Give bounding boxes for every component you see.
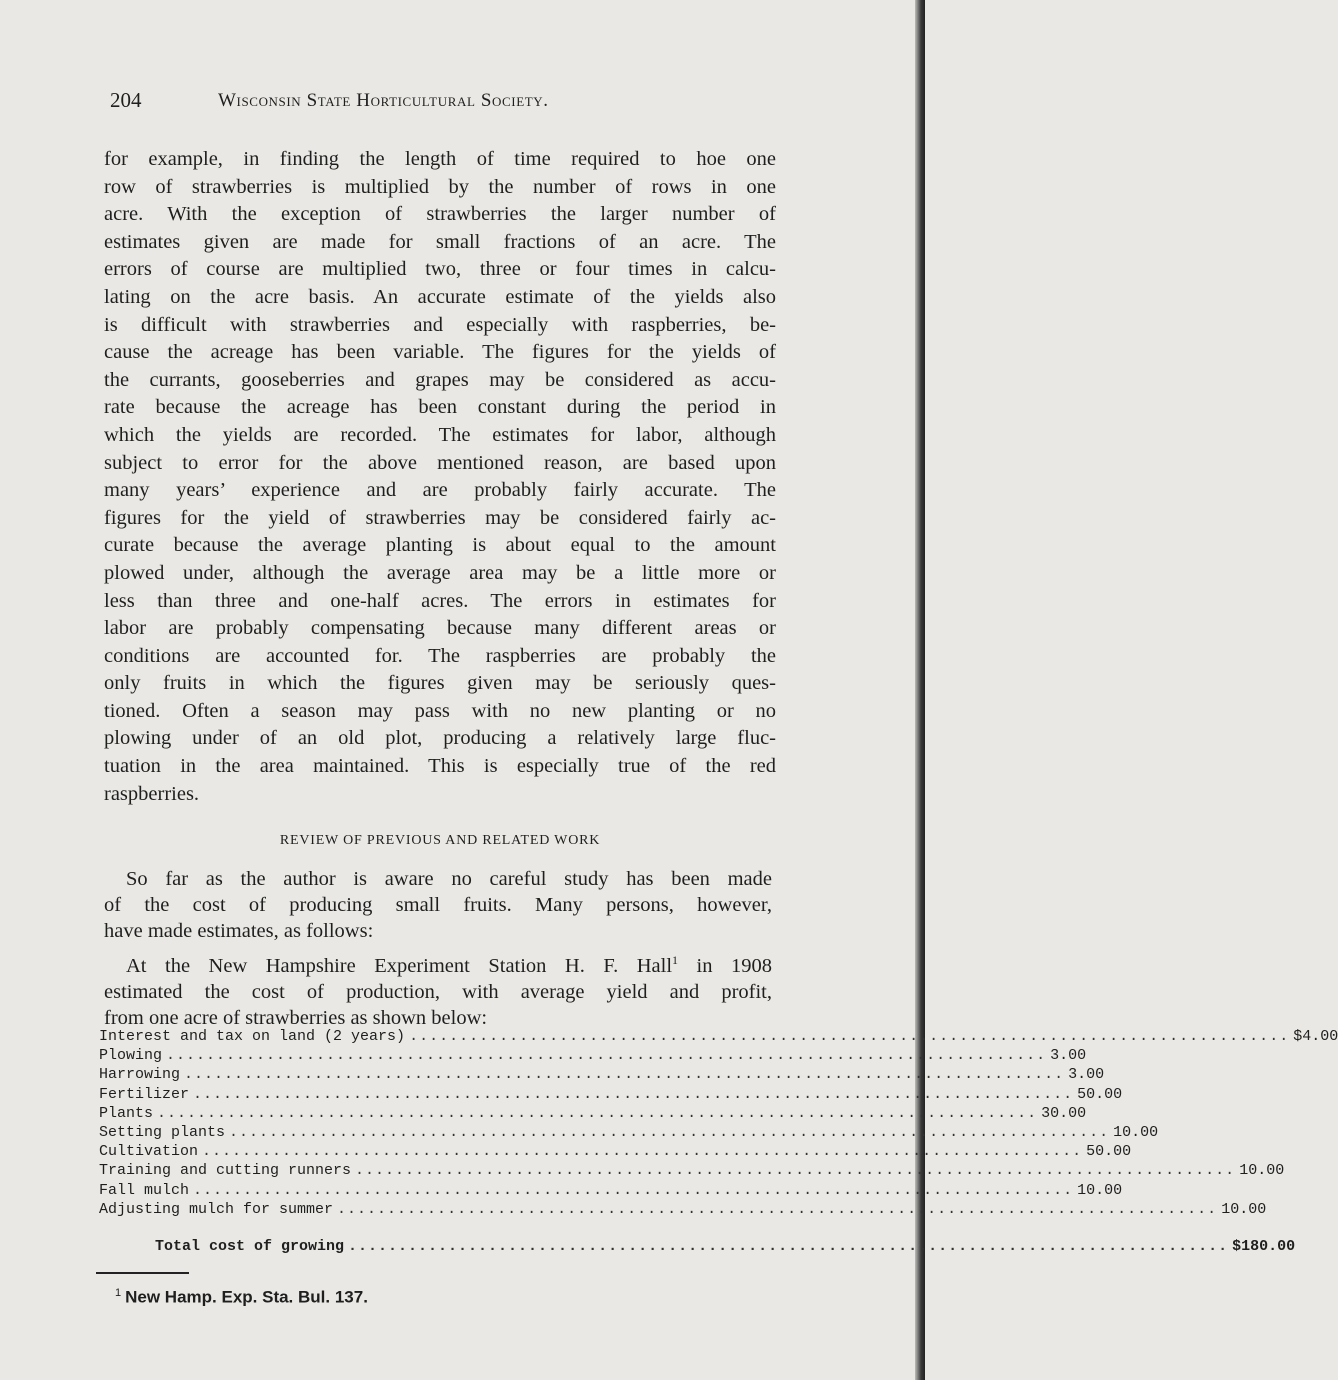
cost-label: Setting plants — [99, 1123, 226, 1141]
cost-value: 10.00 — [1239, 1162, 1285, 1180]
cost-value: 3.00 — [1050, 1047, 1087, 1065]
text-line — [104, 947, 772, 979]
dot-leader: ........................................................................................ — [193, 1181, 1074, 1199]
cost-row — [99, 1066, 1105, 1085]
text-line: rate because the acreage has been constant during the period in — [104, 396, 776, 419]
text-line: plowed under, although the average area may be a little more or — [104, 561, 776, 584]
cost-row — [99, 1085, 1123, 1105]
text-line: errors of course are multiplied two, three or four times in calcu- — [104, 258, 776, 281]
text-line: figures for the yield of strawberries may be considered fairly ac- — [104, 506, 776, 529]
text-line: row of strawberries is multiplied by the number of rows in one — [104, 175, 776, 198]
text-line: from one acre of strawberries as shown below: — [104, 1006, 488, 1029]
cost-row — [99, 1028, 1338, 1047]
text-line: acre. With the exception of strawberries the larger number of — [104, 203, 776, 226]
cost-row — [99, 1123, 1159, 1143]
text-line: conditions are accounted for. The raspberries are probably the — [104, 644, 776, 667]
cost-value: 30.00 — [1041, 1104, 1087, 1122]
text-line: of the cost of producing small fruits. Many persons, however, — [104, 894, 772, 916]
cost-row — [99, 1162, 1285, 1181]
cost-label: Fall mulch — [99, 1181, 190, 1199]
dot-leader: ........................................................................................ — [337, 1200, 1218, 1218]
cost-row — [99, 1181, 1123, 1201]
cost-value: $4.00 — [1293, 1028, 1338, 1045]
text-line: only fruits in which the figures given may be seriously ques- — [104, 672, 776, 695]
text-line: many years’ experience and are probably fairly accurate. The — [104, 479, 776, 502]
cost-value: 10.00 — [1113, 1123, 1159, 1141]
cost-value: 50.00 — [1086, 1143, 1132, 1161]
dot-leader: ........................................................................................ — [193, 1085, 1074, 1103]
footnote-marker: 1 — [115, 1287, 122, 1299]
cost-row — [99, 1143, 1132, 1162]
cost-label: Harrowing — [99, 1066, 181, 1084]
text-line: estimates given are made for small fractions of an acre. The — [104, 230, 776, 253]
running-head: Wisconsin State Horticultural Society. — [218, 90, 549, 111]
footnote — [115, 1287, 368, 1308]
cost-label: Fertilizer — [99, 1085, 190, 1103]
cost-label: Adjusting mulch for summer — [99, 1200, 334, 1218]
dot-leader: ........................................................................................ — [355, 1162, 1236, 1180]
page-number: 204 — [110, 88, 142, 112]
dot-leader: ........................................................................................ — [184, 1066, 1065, 1084]
cost-label: Plants — [99, 1104, 154, 1122]
section-heading: REVIEW OF PREVIOUS AND RELATED WORK — [279, 833, 601, 848]
footnote-marker: 1 — [672, 953, 679, 967]
text-run: At the New Hampshire Experiment Station H. F. Hall — [126, 954, 673, 977]
footnote-rule — [96, 1272, 189, 1274]
text-line: the currants, gooseberries and grapes may be considered as accu- — [104, 368, 776, 391]
dot-leader: ........................................................................................ — [166, 1047, 1047, 1065]
cost-label: Plowing — [99, 1047, 163, 1065]
dot-leader: ........................................................................................ — [157, 1104, 1038, 1122]
paragraph-2 — [104, 866, 772, 1031]
text-line: raspberries. — [104, 782, 200, 805]
page-header — [110, 88, 690, 118]
text-line: lating on the acre basis. An accurate estimate of the yields also — [104, 285, 776, 308]
text-line: tioned. Often a season may pass with no new planting or no — [104, 699, 776, 722]
text-line: estimated the cost of production, with average yield and profit, — [104, 980, 772, 1003]
text-line: curate because the average planting is about equal to the amount — [104, 534, 776, 557]
text-line: labor are probably compensating because many different areas or — [104, 617, 776, 640]
text-line: less than three and one-half acres. The errors in estimates for — [104, 589, 776, 612]
dot-leader: ........................................................................................ — [202, 1143, 1083, 1161]
text-line: cause the acreage has been variable. The figures for the yields of — [104, 341, 776, 364]
cost-label: Cultivation — [99, 1143, 199, 1161]
total-value: $180.00 — [1232, 1238, 1296, 1255]
cost-label: Training and cutting runners — [99, 1162, 352, 1180]
cost-value: 50.00 — [1077, 1085, 1123, 1103]
total-label: Total cost of growing — [155, 1238, 345, 1255]
text-line: is difficult with strawberries and especially with raspberries, be- — [104, 313, 776, 336]
text-line: tuation in the area maintained. This is especially true of the red — [104, 755, 776, 778]
dot-leader: ........................................................................................ — [229, 1123, 1110, 1141]
text-line: have made estimates, as follows: — [104, 920, 374, 942]
footnote-text: New Hamp. Exp. Sta. Bul. 137. — [125, 1287, 368, 1307]
dot-leader: ........................................................................................ — [409, 1028, 1290, 1045]
cost-value: 3.00 — [1068, 1066, 1105, 1084]
text-line: which the yields are recorded. The estimates for labor, although — [104, 423, 776, 446]
cost-row — [99, 1047, 1087, 1066]
dot-leader: ........................................................................................ — [348, 1238, 1229, 1255]
cost-value: 10.00 — [1221, 1200, 1267, 1218]
text-line: subject to error for the above mentioned reason, are based upon — [104, 451, 776, 474]
paragraph-1 — [104, 146, 776, 808]
cost-row — [99, 1200, 1267, 1220]
text-line: So far as the author is aware no careful study has been made — [126, 868, 772, 890]
text-line: for example, in finding the length of time required to hoe one — [104, 148, 776, 170]
cost-table — [99, 1028, 1338, 1220]
text-line: plowing under of an old plot, producing a relatively large fluc- — [104, 727, 776, 750]
cost-value: 10.00 — [1077, 1181, 1123, 1199]
cost-label: Interest and tax on land (2 years) — [99, 1028, 406, 1045]
text-run: in 1908 — [678, 954, 772, 977]
total-row — [155, 1238, 1296, 1255]
cost-row — [99, 1104, 1087, 1124]
